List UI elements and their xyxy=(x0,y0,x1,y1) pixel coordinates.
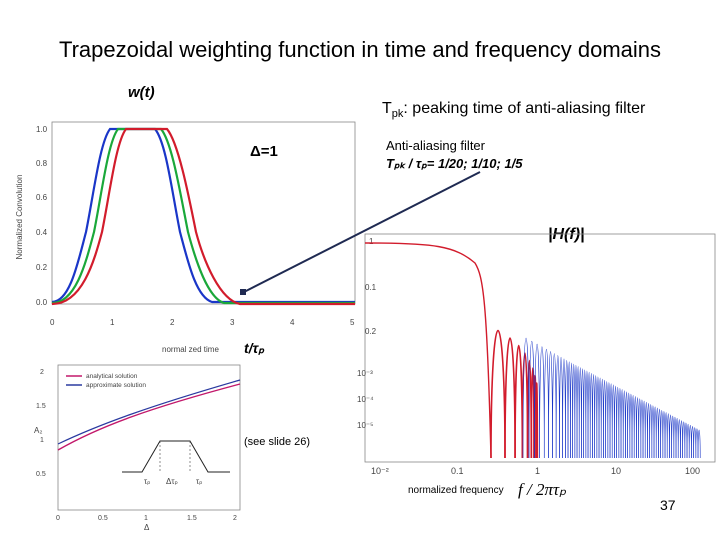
tpk-text: : peaking time of anti-aliasing filter xyxy=(403,100,646,117)
freq-ytick-5: 10⁻⁵ xyxy=(357,421,374,430)
inset-a2-plot xyxy=(30,360,245,535)
freq-ytick-3: 10⁻³ xyxy=(357,369,373,378)
legend-analytical: analytical solution xyxy=(86,373,138,380)
freq-xtick-3: 10 xyxy=(611,466,622,476)
inset-xtick-0: 0 xyxy=(56,515,60,522)
ytick-0: 0.0 xyxy=(36,298,48,307)
ytick-5: 1.0 xyxy=(36,125,48,134)
inset-xlabel: Δ xyxy=(144,523,150,532)
frequency-expression: f / 2πτₚ xyxy=(518,480,567,499)
tpk-symbol: T xyxy=(382,100,392,117)
anti-aliasing-label: Anti-aliasing filter xyxy=(386,138,485,153)
freq-ytick-2: 0.2 xyxy=(365,327,377,336)
inset-xtick-3: 1.5 xyxy=(187,515,197,522)
xtick-2: 2 xyxy=(170,318,175,327)
xtick-1: 1 xyxy=(110,318,115,327)
inset-ytick-1: 1.5 xyxy=(36,403,46,410)
see-slide-note: (see slide 26) xyxy=(244,436,311,448)
pointer-arrow-head xyxy=(240,289,246,295)
analytical-curve xyxy=(58,384,240,450)
freq-ytick-0: 1 xyxy=(369,237,374,246)
page-number: 37 xyxy=(660,497,676,513)
ratio-label: Tₚₖ / τₚ= 1/20; 1/10; 1/5 xyxy=(386,156,523,171)
trap-label-1: Δτₚ xyxy=(166,477,178,486)
approximate-curve xyxy=(58,380,240,444)
time-ylabel: Normalized Convolution xyxy=(15,174,24,260)
t-over-tau-label: t/τₚ xyxy=(244,340,265,356)
slide-title: Trapezoidal weighting function in time and frequency domains xyxy=(58,37,662,62)
time-xlabel: normal zed time xyxy=(162,345,219,354)
trap-label-2: τₚ xyxy=(196,477,203,486)
legend-approximate: approximate solution xyxy=(86,382,146,389)
w-of-t-label: w(t) xyxy=(128,84,155,101)
xtick-0: 0 xyxy=(50,318,55,327)
trapezoid-sketch xyxy=(122,441,230,472)
xtick-4: 4 xyxy=(290,318,295,327)
ytick-3: 0.6 xyxy=(36,193,48,202)
inset-xtick-4: 2 xyxy=(233,515,237,522)
freq-ytick-4: 10⁻⁴ xyxy=(357,395,374,404)
freq-xtick-0: 10⁻² xyxy=(371,466,389,476)
xtick-3: 3 xyxy=(230,318,235,327)
ytick-4: 0.8 xyxy=(36,159,48,168)
inset-ytick-3: 0.5 xyxy=(36,471,46,478)
tpk-subscript: pk xyxy=(391,108,404,121)
delta-label: Δ=1 xyxy=(250,143,278,160)
freq-ytick-1: 0.1 xyxy=(365,283,377,292)
inset-ylabel: A₂ xyxy=(34,426,43,435)
inset-xtick-2: 1 xyxy=(144,515,148,522)
inset-xtick-1: 0.5 xyxy=(98,515,108,522)
xtick-5: 5 xyxy=(350,318,355,327)
inset-ytick-0: 2 xyxy=(40,369,44,376)
trap-label-0: τₚ xyxy=(144,477,151,486)
hf-label: |H(f)| xyxy=(548,226,585,243)
freq-xtick-1: 0.1 xyxy=(451,466,464,476)
freq-xtick-4: 100 xyxy=(685,466,701,476)
freq-xtick-2: 1 xyxy=(535,466,541,476)
inset-ytick-2: 1 xyxy=(40,437,44,444)
pointer-arrow xyxy=(244,172,480,292)
normalized-frequency-label: normalized frequency xyxy=(408,485,504,496)
ytick-2: 0.4 xyxy=(36,228,48,237)
ytick-1: 0.2 xyxy=(36,263,48,272)
